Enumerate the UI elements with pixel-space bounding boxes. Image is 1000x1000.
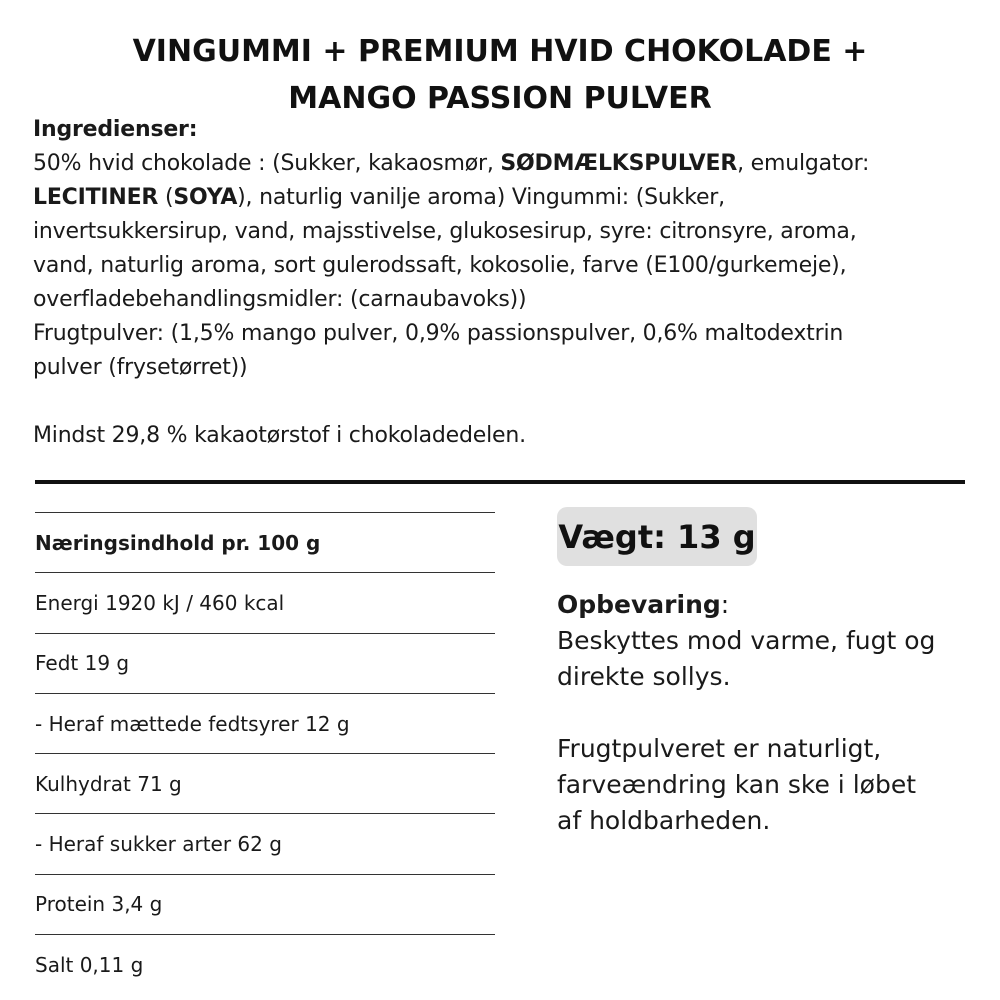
ingredients-line-5: overfladebehandlingsmidler: (carnaubavoks)) <box>33 287 527 312</box>
ingredients-text: ), naturlig vanilje aroma) Vingummi: (Sukker, <box>237 185 725 210</box>
storage-heading-colon: : <box>720 590 730 619</box>
storage-heading: Opbevaring <box>557 590 721 619</box>
nutrition-row-fat: Fedt 19 g <box>35 633 495 693</box>
storage-heading-line <box>557 587 977 623</box>
storage-line-2: direkte sollys. <box>557 662 731 691</box>
storage-line-1: Beskyttes mod varme, fugt og <box>557 626 936 655</box>
ingredients-text: , emulgator: <box>737 151 870 176</box>
allergen-lecithin: LECITINER <box>33 185 159 210</box>
product-title-line-2: MANGO PASSION PULVER <box>288 81 712 116</box>
spacer <box>557 695 977 731</box>
ingredients-text: 50% hvid chokolade : (Sukker, kakaosmør, <box>33 151 501 176</box>
nutrition-row-sugars: - Heraf sukker arter 62 g <box>35 813 495 873</box>
ingredients-line-4: vand, naturlig aroma, sort gulerodssaft, kokosolie, farve (E100/gurkemeje), <box>33 253 847 278</box>
nutrition-header: Næringsindhold pr. 100 g <box>35 512 495 572</box>
storage-note-1: Frugtpulveret er naturligt, <box>557 734 882 763</box>
storage-section <box>557 587 977 839</box>
nutrition-row-saturated-fat: - Heraf mættede fedtsyrer 12 g <box>35 693 495 753</box>
ingredients-line-2 <box>33 181 973 215</box>
ingredients-section <box>33 113 973 453</box>
weight-badge: Vægt: 13 g <box>557 507 757 566</box>
nutrition-row-energy: Energi 1920 kJ / 460 kcal <box>35 572 495 632</box>
product-title-line-1: VINGUMMI + PREMIUM HVID CHOKOLADE + <box>132 34 868 69</box>
spacer <box>33 385 973 419</box>
ingredients-line-1 <box>33 147 973 181</box>
allergen-soya: SOYA <box>173 185 238 210</box>
nutrition-row-carbohydrate: Kulhydrat 71 g <box>35 753 495 813</box>
storage-note-3: af holdbarheden. <box>557 806 771 835</box>
allergen-milk: SØDMÆLKSPULVER <box>500 151 738 176</box>
nutrition-row-salt: Salt 0,11 g <box>35 934 495 994</box>
nutrition-row-protein: Protein 3,4 g <box>35 874 495 934</box>
product-title <box>0 28 1000 122</box>
ingredients-line-7: pulver (frysetørret)) <box>33 355 248 380</box>
section-divider <box>35 480 965 484</box>
ingredients-text: ( <box>158 185 174 210</box>
nutrition-table <box>35 512 495 994</box>
ingredients-line-6: Frugtpulver: (1,5% mango pulver, 0,9% passionspulver, 0,6% maltodextrin <box>33 321 844 346</box>
ingredients-heading: Ingredienser: <box>33 117 198 142</box>
ingredients-line-3: invertsukkersirup, vand, majsstivelse, glukosesirup, syre: citronsyre, aroma, <box>33 219 857 244</box>
storage-note-2: farveændring kan ske i løbet <box>557 770 916 799</box>
cocoa-note: Mindst 29,8 % kakaotørstof i chokoladedelen. <box>33 423 526 448</box>
